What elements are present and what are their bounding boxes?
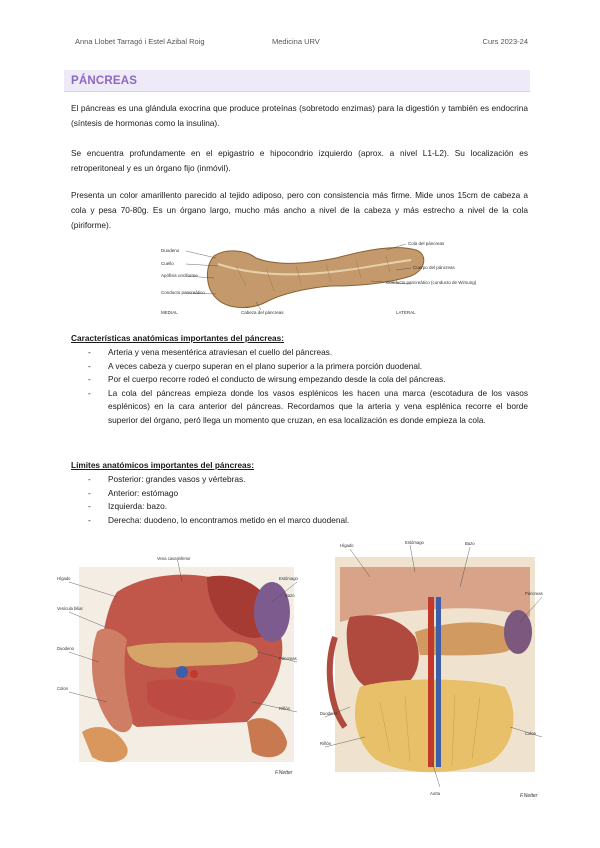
page-title: PÁNCREAS (71, 75, 138, 87)
list-item: - Arteria y vena mesentérica atraviesan el cuello del páncreas. (71, 346, 528, 360)
limits-list (71, 473, 528, 527)
fig-left-label: Estómago (279, 576, 298, 581)
fig-left-label: Hígado (57, 576, 71, 581)
paragraph-definition: El páncreas es una glándula exocrina que produce proteínas (sobretodo enzimas) para la digestión y también es endocrina (síntesis de hormonas como la insulina). (71, 103, 528, 128)
label-conducto: Conducto pancreático (161, 290, 205, 295)
paragraph-description: Presenta un color amarillento parecido al tejido adiposo, pero con consistencia más firme. Mide unos 15cm de cabeza a cola y pesa 70-80g. Es un órgano largo, mucho más ancho a nivel de la cabeza y más estrecho a nivel de la cola (piriforme). (71, 190, 528, 230)
list-item: - A veces cabeza y cuerpo superan en el plano superior a la primera porción duodenal. (71, 360, 528, 374)
section-title-bar (64, 70, 530, 92)
fig-left-label: Duodeno (57, 646, 74, 651)
list-item: - Posterior: grandes vasos y vértebras. (71, 473, 528, 487)
fig-left-label: Bazo (285, 593, 295, 598)
section-heading-characteristics: Características anatómicas importantes del páncreas: (71, 333, 285, 343)
characteristics-list (71, 346, 528, 427)
fig-right-label: Bazo (465, 541, 475, 546)
abdominal-anatomy-figure-left (57, 552, 304, 778)
header-author: Anna Llobet Tarragó i Estel Azibal Roig (75, 37, 205, 46)
section-heading-limits: Límites anatómicos importantes del páncreas: (71, 460, 255, 470)
fig-right-label: Duodeno (320, 711, 337, 716)
label-duodeno: Duodeno (161, 248, 180, 253)
fig-left-label: Páncreas (279, 656, 297, 661)
list-item: - Anterior: estómago (71, 487, 528, 501)
label-wirsung: Conducto pancreático (conducto de Wirsung) (386, 280, 477, 285)
label-lateral: LATERAL (396, 310, 416, 315)
fig-right-label: Hígado (340, 543, 354, 548)
fig-left-label: Colon (57, 686, 68, 691)
label-cuello: Cuello (161, 261, 174, 266)
header-course: Medicina URV (272, 37, 320, 46)
fig-left-label: Vena cava inferior (157, 556, 191, 561)
list-item: - Izquierda: bazo. (71, 500, 528, 514)
fig-left-label: Vesícula biliar (57, 606, 83, 611)
label-cabeza: Cabeza del páncreas (241, 310, 284, 315)
list-item: - Derecha: duodeno, lo encontramos metido en el marco duodenal. (71, 514, 528, 528)
fig-right-label: Riñón (320, 741, 331, 746)
label-cuerpo: Cuerpo del páncreas (413, 265, 455, 270)
fig-right-label: Páncreas (525, 591, 543, 596)
fig-right-label: Colon (525, 731, 536, 736)
label-apofisis: Apófisis unciforme (161, 273, 198, 278)
fig-left-label: Riñón (279, 706, 290, 711)
list-item: - La cola del páncreas empieza donde los vasos esplénicos les hacen una marca (escotadura de los vasos esplénicos) en la cara anterior del páncreas. Recordamos que la arteria y vena esplénica recorre el borde superior del órgano, peró llega un momento que cruzan, en esa localización es donde empieza la cola. (71, 387, 528, 428)
pancreas-illustration (156, 236, 477, 316)
paragraph-location: Se encuentra profundamente en el epigastrio e hipocondrio izquierdo (aprox. a nivel L1-L2). Su localización es retroperitoneal y es un órgano fijo (inmóvil). (71, 148, 528, 173)
fig-right-label: Estómago (405, 540, 424, 545)
header-year: Curs 2023-24 (482, 37, 528, 46)
list-item: - Por el cuerpo recorre rodeó el conducto de wirsung empezando desde la cola del páncreas. (71, 373, 528, 387)
signature-netter: F.Netter (520, 793, 538, 799)
signature-netter: F.Netter (275, 770, 293, 776)
abdominal-anatomy-figure-right (320, 537, 550, 802)
fig-right-label: Aorta (430, 791, 441, 796)
page-header (75, 37, 528, 49)
label-medial: MEDIAL (161, 310, 178, 315)
label-cola: Cola del páncreas (408, 241, 445, 246)
